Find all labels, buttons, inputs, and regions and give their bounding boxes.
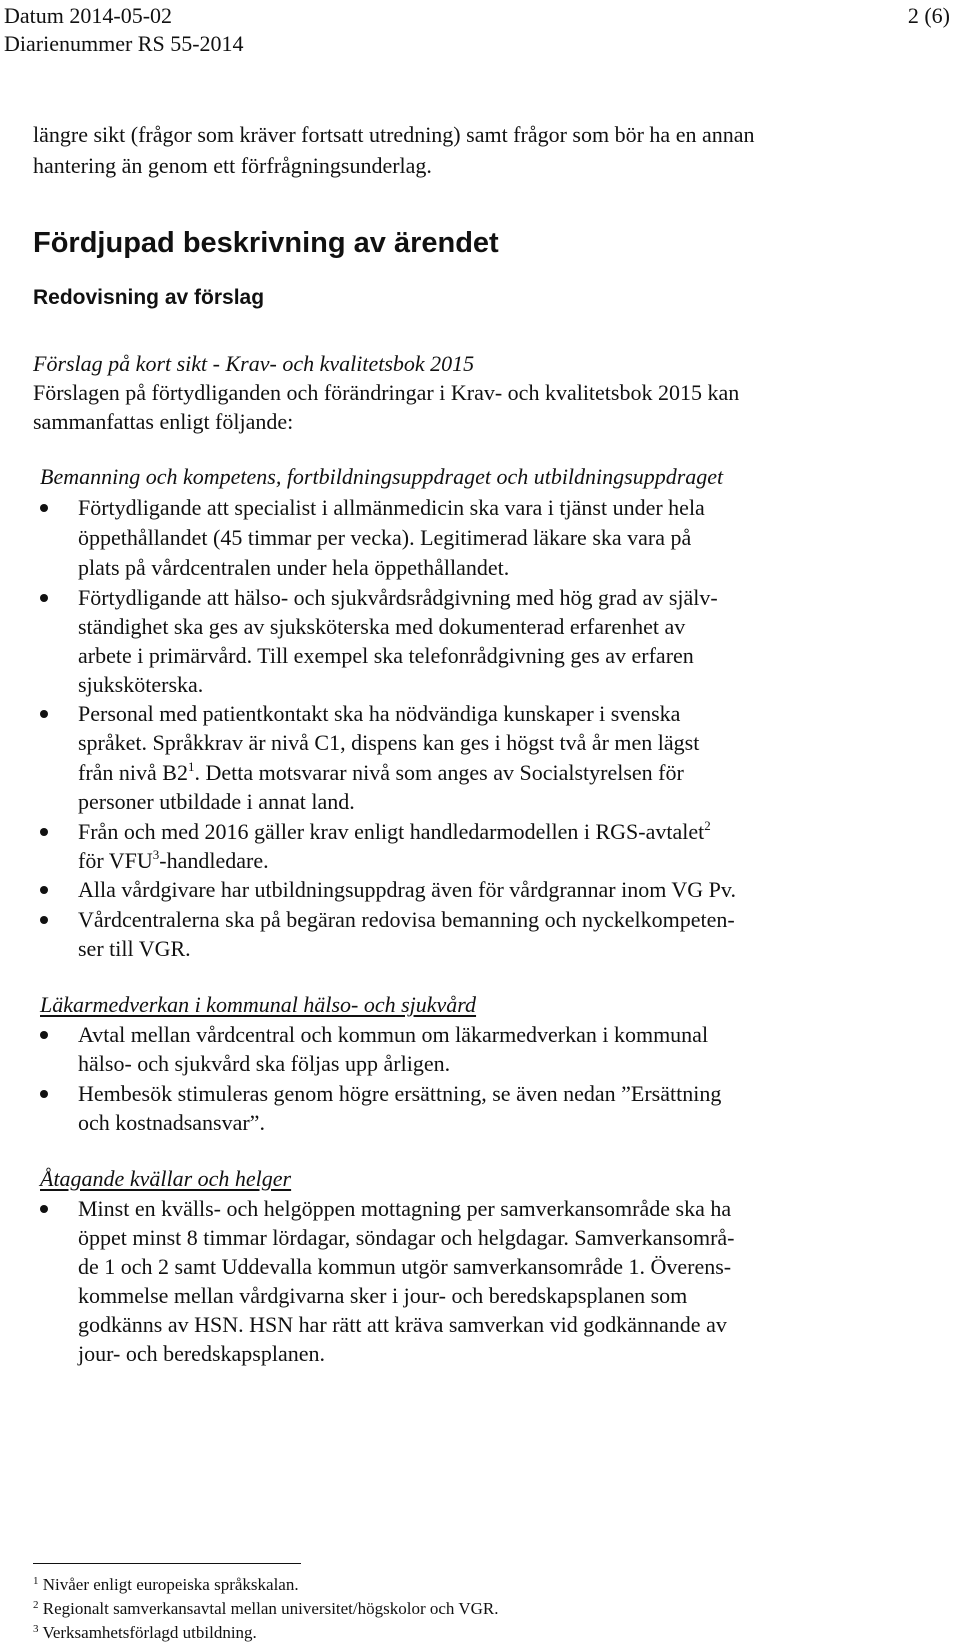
proposal-line: sammanfattas enligt följande: — [33, 409, 294, 434]
proposal-line: Förslagen på förtydliganden och förändringar i Krav- och kvalitetsbok 2015 kan — [33, 380, 740, 405]
bullet-line: ser till VGR. — [78, 936, 191, 961]
bullet-icon — [40, 916, 48, 924]
bullet-line: kommelse mellan vårdgivarna sker i jour- och beredskapsplanen som — [78, 1283, 688, 1308]
bullet-icon — [40, 1205, 48, 1213]
bullet-line: godkänns av HSN. HSN har rätt att kräva samverkan vid godkännande av — [78, 1312, 727, 1337]
bullet-line: öppethållandet (45 timmar per vecka). Legitimerad läkare ska vara på — [78, 525, 692, 550]
main-heading: Fördjupad beskrivning av ärendet — [33, 227, 499, 259]
bullet-text: Från och med 2016 gäller krav enligt handledarmodellen i RGS-avtalet — [78, 819, 705, 844]
bullet-text: från nivå B2 — [78, 760, 188, 785]
section-title-atagande: Åtagande kvällar och helger — [40, 1166, 292, 1191]
footnote-number: 1 — [33, 1575, 39, 1587]
footnote-text: Verksamhetsförlagd utbildning. — [42, 1623, 257, 1642]
bullet-icon — [40, 828, 48, 836]
intro-line: hantering än genom ett förfrågningsunderlag. — [33, 153, 432, 178]
header-date: Datum 2014-05-02 — [4, 3, 173, 28]
footnote — [33, 1622, 257, 1646]
bullet-line: Personal med patientkontakt ska ha nödvändiga kunskaper i svenska — [78, 701, 681, 726]
bullet-line: sjuksköterska. — [78, 672, 204, 697]
footnote-ref: 1 — [187, 759, 195, 774]
bullet-text: för VFU — [78, 848, 153, 873]
bullet-line: språket. Språkkrav är nivå C1, dispens kan ges i högst två år men lägst — [78, 730, 700, 755]
proposal-title: Förslag på kort sikt - Krav- och kvalitetsbok 2015 — [33, 351, 475, 376]
bullet-line: ständighet ska ges av sjuksköterska med dokumenterad erfarenhet av — [78, 614, 686, 639]
header-diarienummer: Diarienummer RS 55-2014 — [4, 31, 244, 56]
bullet-line: och kostnadsansvar”. — [78, 1110, 265, 1135]
footnote — [33, 1598, 499, 1622]
bullet-text: . Detta motsvarar nivå som anges av Socialstyrelsen för — [194, 760, 684, 785]
bullet-line: Förtydligande att specialist i allmänmedicin ska vara i tjänst under hela — [78, 495, 705, 520]
bullet-line: Hembesök stimuleras genom högre ersättning, se även nedan ”Ersättning — [78, 1081, 722, 1106]
intro-line: längre sikt (frågor som kräver fortsatt utredning) samt frågor som bör ha en annan — [33, 122, 755, 147]
footnote-text: Regionalt samverkansavtal mellan universitet/högskolor och VGR. — [42, 1599, 499, 1618]
bullet-icon — [40, 886, 48, 894]
sub-heading: Redovisning av förslag — [33, 286, 265, 309]
bullet-line: plats på vårdcentralen under hela öppethållandet. — [78, 555, 510, 580]
footnote-ref: 2 — [704, 818, 711, 833]
footnote-text: Nivåer enligt europeiska språkskalan. — [42, 1575, 299, 1594]
bullet-line: Vårdcentralerna ska på begäran redovisa bemanning och nyckelkompeten- — [78, 907, 735, 932]
bullet-line: Minst en kvälls- och helgöppen mottagning per samverkansområde ska ha — [78, 1196, 732, 1221]
bullet-line: Alla vårdgivare har utbildningsuppdrag även för vårdgrannar inom VG Pv. — [78, 877, 736, 902]
section-title-bemanning: Bemanning och kompetens, fortbildningsuppdraget och utbildningsuppdraget — [40, 464, 724, 489]
bullet-line: hälso- och sjukvård ska följas upp årligen. — [78, 1051, 451, 1076]
footnote-number: 3 — [33, 1623, 39, 1635]
bullet-line: Förtydligande att hälso- och sjukvårdsrådgivning med hög grad av själv- — [78, 585, 718, 610]
bullet-text: -handledare. — [159, 848, 269, 873]
bullet-line: personer utbildade i annat land. — [78, 789, 355, 814]
bullet-line: Avtal mellan vårdcentral och kommun om läkarmedverkan i kommunal — [78, 1022, 709, 1047]
bullet-line: jour- och beredskapsplanen. — [78, 1341, 325, 1366]
footnote-divider — [33, 1563, 301, 1564]
bullet-line: de 1 och 2 samt Uddevalla kommun utgör samverkansområde 1. Överens- — [78, 1254, 732, 1279]
section-title-lakarmedverkan: Läkarmedverkan i kommunal hälso- och sjukvård — [40, 992, 477, 1017]
bullet-icon — [40, 594, 48, 602]
footnote-ref: 3 — [152, 847, 160, 862]
footnote — [33, 1574, 299, 1598]
bullet-icon — [40, 1031, 48, 1039]
bullet-line: öppet minst 8 timmar lördagar, söndagar och helgdagar. Samverkansområ- — [78, 1225, 735, 1250]
bullet-icon — [40, 504, 48, 512]
page-number: 2 (6) — [907, 3, 950, 28]
footnote-number: 2 — [33, 1599, 39, 1611]
bullet-line: arbete i primärvård. Till exempel ska telefonrådgivning ges av erfaren — [78, 643, 694, 668]
bullet-icon — [40, 710, 48, 718]
bullet-icon — [40, 1090, 48, 1098]
